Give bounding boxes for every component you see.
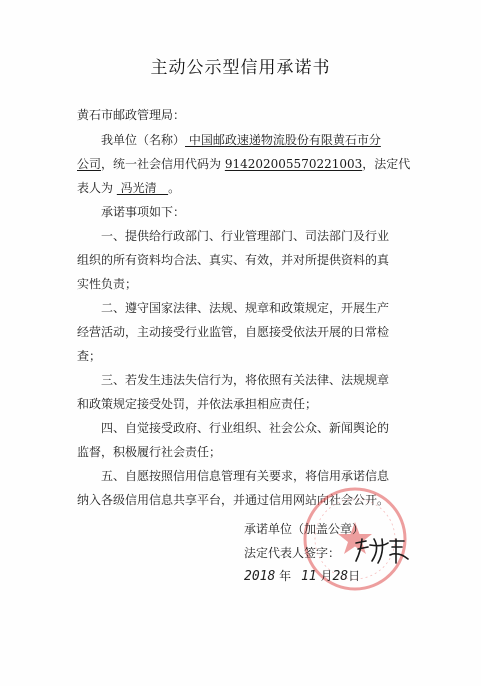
item-1-line-2: 组织的所有资料均合法、真实、有效，并对所提供资料的真 xyxy=(77,253,390,267)
item-3-line-2: 和政策规定接受处罚，并依法承担相应责任； xyxy=(77,397,318,411)
intro-line-3 xyxy=(77,181,180,195)
company-name-part-1: 中国邮政速递物流股份有限黄石市分 xyxy=(185,133,381,147)
sign-date xyxy=(244,567,360,584)
credit-code-label: ，统一社会信用代码为 xyxy=(101,157,225,171)
item-2-line-3: 查； xyxy=(77,349,102,363)
credit-code: 914202005570221003 xyxy=(224,157,363,171)
items-heading: 承诺事项如下： xyxy=(101,205,186,219)
item-3-line-1: 三、若发生违法失信行为，将依照有关法律、法规规章 xyxy=(101,373,390,387)
date-month-unit: 月 xyxy=(320,569,333,583)
legal-rep-name: 冯光清 xyxy=(116,181,169,195)
date-year: 2018 xyxy=(244,569,276,584)
intro-line-3-tail: 。 xyxy=(168,181,181,195)
date-day: 28 xyxy=(332,569,349,584)
item-5-line-2: 纳入各级信用信息共享平台，并通过信用网站向社会公开。 xyxy=(77,493,390,507)
legal-rep-sign-label: 法定代表人签字： xyxy=(244,546,341,560)
handwritten-signature-icon xyxy=(352,535,412,565)
intro-line-2 xyxy=(77,157,410,171)
item-4-line-2: 监督，积极履行社会责任； xyxy=(77,445,222,459)
intro-line-1 xyxy=(101,133,381,147)
seal-unit-label: 承诺单位（加盖公章） xyxy=(244,522,365,536)
item-2-line-2: 经营活动，主动接受行业监管，自愿接受依法开展的日常检 xyxy=(77,325,390,339)
company-name-part-2: 公司 xyxy=(77,157,102,171)
item-5-line-1: 五、自愿按照信用信息管理有关要求，将信用承诺信息 xyxy=(101,469,390,483)
date-year-unit: 年 xyxy=(279,569,292,583)
item-1-line-3: 实性负责； xyxy=(77,277,138,291)
intro-line-2-tail: ，法定代 xyxy=(362,157,411,171)
document-title: 主动公示型信用承诺书 xyxy=(150,58,331,78)
item-4-line-1: 四、自觉接受政府、行业组织、社会公众、新闻舆论的 xyxy=(101,421,390,435)
intro-label: 我单位（名称） xyxy=(101,133,186,147)
rep-label: 表人为 xyxy=(77,181,117,195)
item-2-line-1: 二、遵守国家法律、法规、规章和政策规定，开展生产 xyxy=(101,301,390,315)
date-day-unit: 日 xyxy=(348,569,361,583)
addressee: 黄石市邮政管理局： xyxy=(77,108,186,122)
date-month: 11 xyxy=(300,569,317,584)
item-1-line-1: 一、提供给行政部门、行业管理部门、司法部门及行业 xyxy=(101,229,390,243)
